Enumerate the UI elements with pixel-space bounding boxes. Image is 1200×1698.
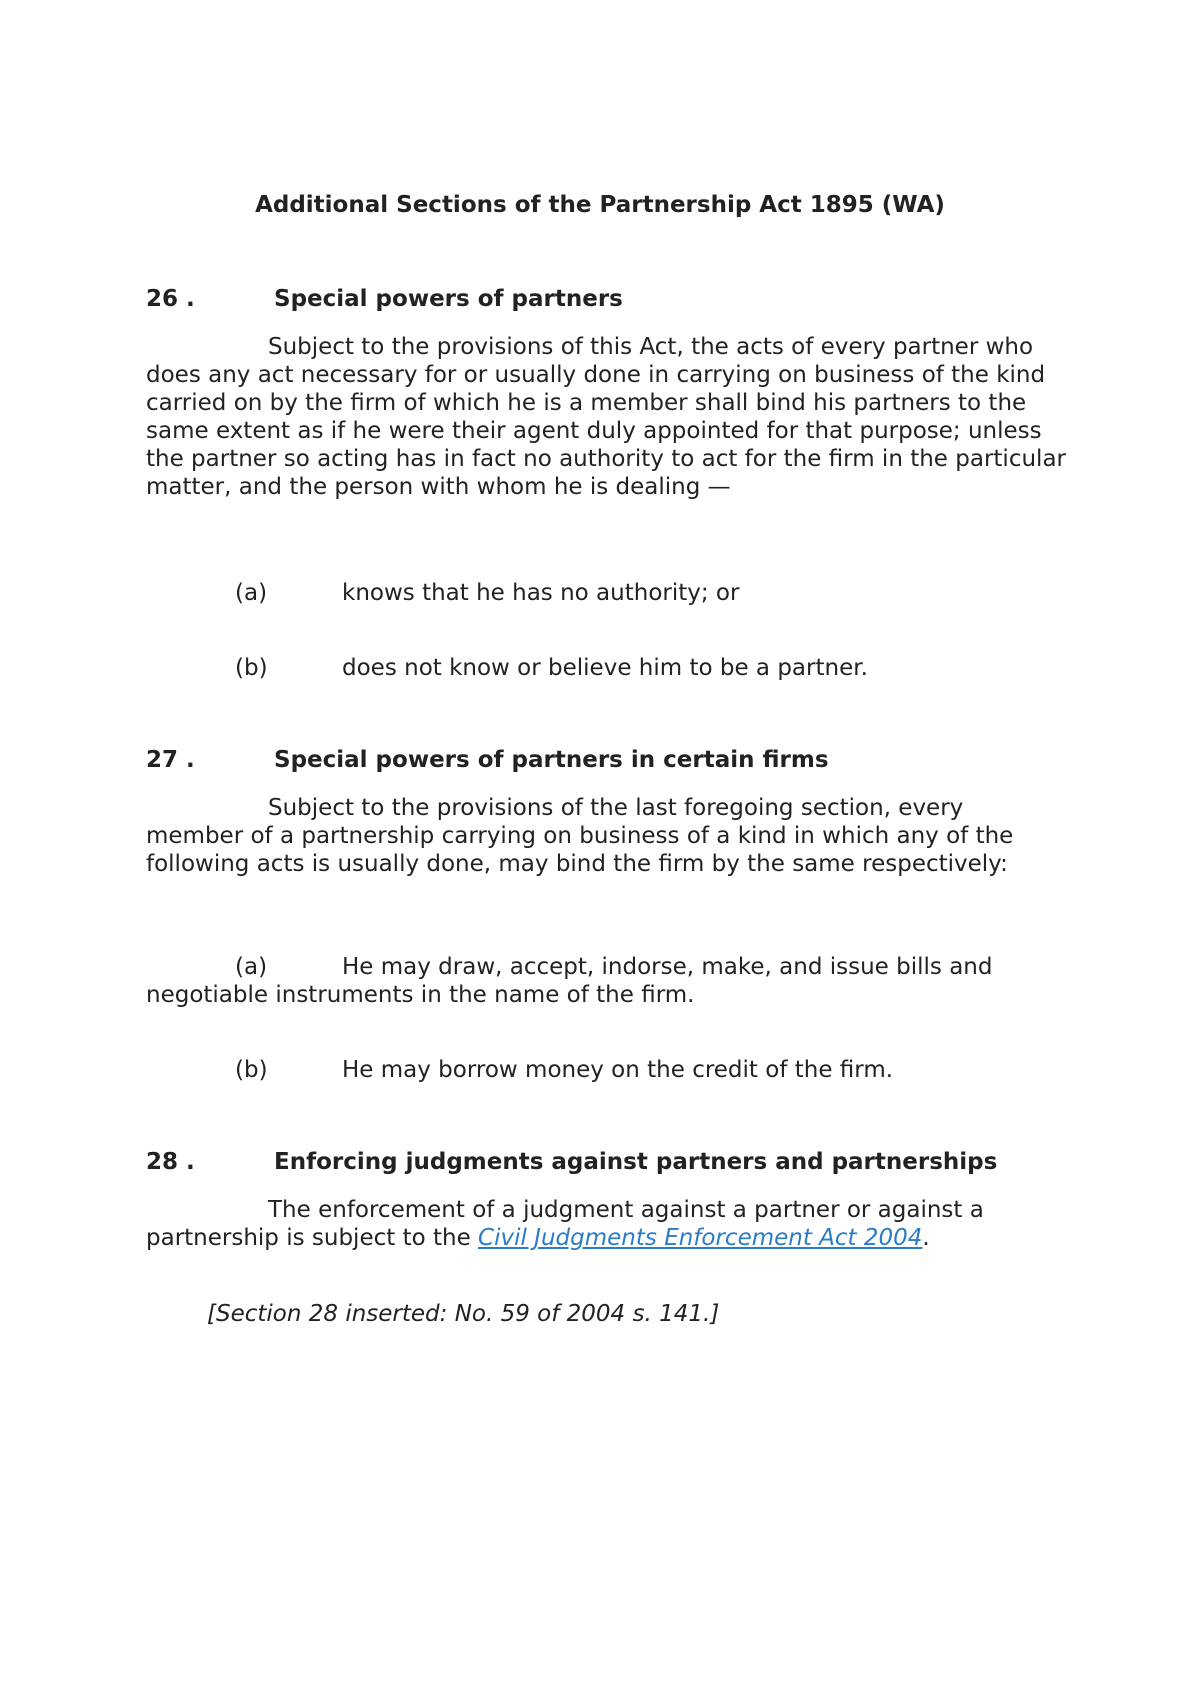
section-27-item-b bbox=[146, 1056, 1066, 1084]
section-26-item-a bbox=[146, 579, 1066, 607]
section-26-body-text: Subject to the provisions of this Act, the acts of every partner who does any act necessary for or usually done in carrying on business of the kind carried on by the firm of which he is a member shall bind his partners to the same extent as if he were their agent duly appointed for that purpose; unless the partner so acting has in fact no authority to act for the firm in the particular matter, and the person with whom he is dealing — bbox=[146, 334, 1066, 500]
section-26-body bbox=[146, 333, 1066, 501]
item-label: (b) bbox=[235, 1057, 268, 1083]
section-27-heading bbox=[146, 745, 1096, 775]
section-26-number: 26 . bbox=[146, 286, 195, 312]
section-27-body-text: Subject to the provisions of the last foregoing section, every member of a partnership carrying on business of a kind in which any of the following acts is usually done, may bind the firm by the same respectively: bbox=[146, 795, 1014, 877]
section-28-history-note: [Section 28 inserted: No. 59 of 2004 s. 141.] bbox=[207, 1301, 720, 1327]
item-text: He may draw, accept, indorse, make, and issue bills and negotiable instruments in the name of the firm. bbox=[146, 954, 993, 1008]
section-27-body bbox=[146, 794, 1066, 878]
item-label: (a) bbox=[235, 580, 268, 606]
section-26-title: Special powers of partners bbox=[274, 286, 623, 312]
document-title: Additional Sections of the Partnership Act 1895 (WA) bbox=[255, 192, 945, 218]
section-28-body-text: The enforcement of a judgment against a partner or against a partnership is subject to the bbox=[146, 1197, 984, 1251]
item-text: does not know or believe him to be a partner. bbox=[342, 655, 868, 681]
civil-judgments-act-link[interactable]: Civil Judgments Enforcement Act 2004 bbox=[478, 1225, 923, 1251]
item-text: He may borrow money on the credit of the firm. bbox=[342, 1057, 894, 1083]
item-label: (a) bbox=[235, 954, 268, 980]
section-28-heading bbox=[146, 1147, 1096, 1177]
section-28-body-end: . bbox=[922, 1225, 930, 1251]
item-text: knows that he has no authority; or bbox=[342, 580, 740, 606]
section-28-number: 28 . bbox=[146, 1149, 195, 1175]
section-26-item-b bbox=[146, 654, 1066, 682]
item-label: (b) bbox=[235, 655, 268, 681]
section-27-title: Special powers of partners in certain firms bbox=[274, 747, 829, 773]
section-27-number: 27 . bbox=[146, 747, 195, 773]
section-28-body bbox=[146, 1196, 1066, 1252]
section-27-item-a bbox=[146, 953, 1066, 1009]
section-28-title: Enforcing judgments against partners and partnerships bbox=[274, 1149, 998, 1175]
section-26-heading bbox=[146, 284, 1096, 314]
